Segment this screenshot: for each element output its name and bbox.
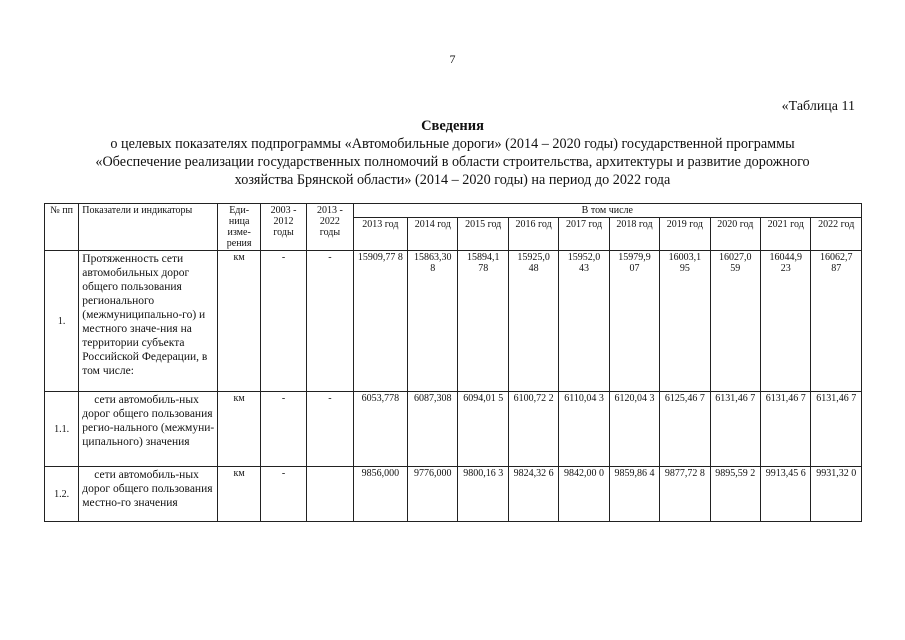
year-value: 9842,00 0 [559,467,609,522]
col-header-year: 2015 год [458,218,508,251]
year-value: 9776,000 [408,467,458,522]
col-header-year: 2016 год [508,218,558,251]
value-2003-2012: - [260,392,306,467]
year-value: 15952,0 43 [559,251,609,392]
year-value: 6110,04 3 [559,392,609,467]
table-reference: «Таблица 11 [781,99,855,114]
indicator-name: сети автомобиль-ных дорог общего пользования регио-нального (межмуни-ципального) значения [79,392,218,467]
year-value: 15925,0 48 [508,251,558,392]
heading-line-3: хозяйства Брянской области» (2014 – 2020 годы) на период до 2022 года [234,172,671,188]
year-value: 6131,46 7 [710,392,760,467]
row-number: 1. [45,251,79,392]
value-2013-2022: - [307,251,353,392]
year-value: 9877,72 8 [660,467,710,522]
year-value: 6094,01 5 [458,392,508,467]
year-value: 16044,9 23 [761,251,811,392]
value-2003-2012: - [260,251,306,392]
year-value: 16003,1 95 [660,251,710,392]
document-title: Сведения [421,118,484,134]
col-header-year: 2020 год [710,218,760,251]
indicator-name: сети автомобиль-ных дорог общего пользования местно-го значения [79,467,218,522]
year-value: 6131,46 7 [811,392,862,467]
unit-cell: км [218,467,260,522]
col-header-year: 2014 год [408,218,458,251]
year-value: 9856,000 [353,467,407,522]
col-header-num: № пп [45,204,79,251]
year-value: 9913,45 6 [761,467,811,522]
year-value: 15909,77 8 [353,251,407,392]
page-number: 7 [449,52,456,66]
row-number: 1.2. [45,467,79,522]
col-header-indicator: Показатели и индикаторы [79,204,218,251]
col-header-year: 2019 год [660,218,710,251]
year-value: 6087,308 [408,392,458,467]
col-header-2013-2022: 2013 - 2022 годы [307,204,353,251]
document-heading [0,117,905,189]
year-value: 9800,16 3 [458,467,508,522]
indicator-name: Протяженность сети автомобильных дорог общего пользования регионального (межмуниципально-го) и местного значе-ния на территории субъекта Российской Федерации, в том числе: [79,251,218,392]
year-value: 16027,0 59 [710,251,760,392]
row-number: 1.1. [45,392,79,467]
col-header-year: 2017 год [559,218,609,251]
indicators-table [44,203,862,522]
year-value: 15894,1 78 [458,251,508,392]
table-row [45,467,862,522]
col-header-unit: Еди-ница изме-рения [218,204,260,251]
year-value: 6100,72 2 [508,392,558,467]
year-value: 15979,9 07 [609,251,659,392]
col-header-year: 2022 год [811,218,862,251]
year-value: 16062,7 87 [811,251,862,392]
unit-cell: км [218,251,260,392]
col-header-2003-2012: 2003 - 2012 годы [260,204,306,251]
year-value: 9895,59 2 [710,467,760,522]
heading-line-1: о целевых показателях подпрограммы «Автомобильные дороги» (2014 – 2020 годы) государственной программы [110,136,795,152]
year-value: 15863,30 8 [408,251,458,392]
value-2013-2022 [307,467,353,522]
year-value: 6053,778 [353,392,407,467]
year-value: 9931,32 0 [811,467,862,522]
year-value: 6131,46 7 [761,392,811,467]
col-header-year: 2013 год [353,218,407,251]
col-header-year: 2018 год [609,218,659,251]
table-row [45,251,862,392]
value-2003-2012: - [260,467,306,522]
col-header-year: 2021 год [761,218,811,251]
heading-line-2: «Обеспечение реализации государственных полномочий в области строительства, архитектуры и развитие дорожного [95,154,810,170]
table-row [45,392,862,467]
col-header-including: В том числе [353,204,861,218]
value-2013-2022: - [307,392,353,467]
unit-cell: км [218,392,260,467]
year-value: 6125,46 7 [660,392,710,467]
year-value: 9859,86 4 [609,467,659,522]
year-value: 6120,04 3 [609,392,659,467]
year-value: 9824,32 6 [508,467,558,522]
